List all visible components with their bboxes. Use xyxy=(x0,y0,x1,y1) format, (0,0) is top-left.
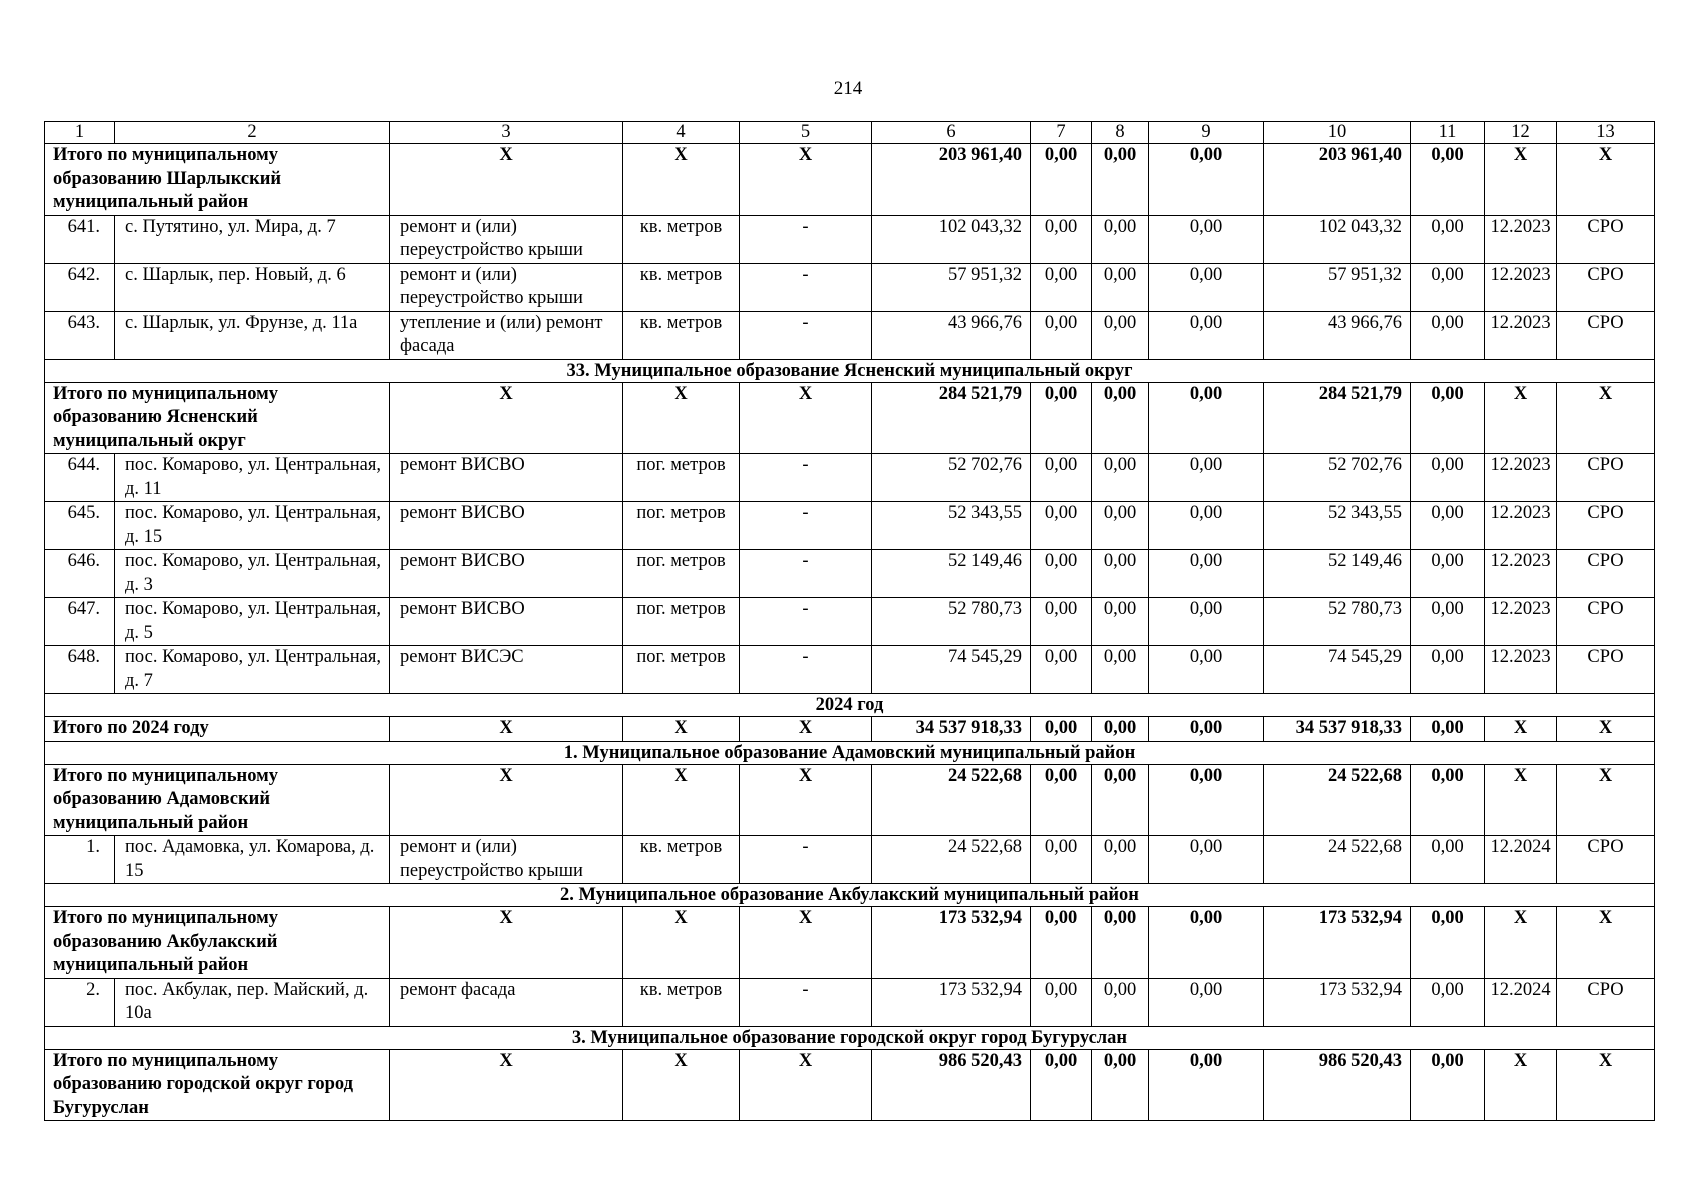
data-cell: 74 545,29 xyxy=(1264,646,1411,694)
address-cell: пос. Комарово, ул. Центральная, д. 15 xyxy=(115,502,390,550)
total-cell: 0,00 xyxy=(1031,144,1092,216)
total-cell: 284 521,79 xyxy=(1264,382,1411,454)
total-cell: X xyxy=(1557,907,1655,979)
total-cell: 0,00 xyxy=(1411,717,1485,742)
data-cell: 12.2023 xyxy=(1485,550,1557,598)
table-row xyxy=(45,454,1655,502)
total-cell: X xyxy=(1485,144,1557,216)
address-cell: пос. Адамовка, ул. Комарова, д. 15 xyxy=(115,836,390,884)
data-cell: 0,00 xyxy=(1411,598,1485,646)
address-cell: с. Шарлык, ул. Фрунзе, д. 11а xyxy=(115,311,390,359)
total-cell: 0,00 xyxy=(1092,764,1149,836)
unit-cell: пог. метров xyxy=(623,502,740,550)
data-cell: 0,00 xyxy=(1411,502,1485,550)
data-cell: СРО xyxy=(1557,978,1655,1026)
address-cell: с. Шарлык, пер. Новый, д. 6 xyxy=(115,263,390,311)
column-header: 9 xyxy=(1149,122,1264,144)
total-cell: X xyxy=(623,382,740,454)
row-number: 642. xyxy=(45,263,115,311)
total-row xyxy=(45,1049,1655,1121)
quantity-cell: - xyxy=(740,550,872,598)
column-header: 8 xyxy=(1092,122,1149,144)
data-cell: 0,00 xyxy=(1092,454,1149,502)
total-cell: 0,00 xyxy=(1031,717,1092,742)
data-cell: 12.2023 xyxy=(1485,454,1557,502)
total-cell: X xyxy=(1557,1049,1655,1121)
work-type-cell: ремонт ВИСВО xyxy=(390,502,623,550)
unit-cell: кв. метров xyxy=(623,215,740,263)
data-cell: 0,00 xyxy=(1031,978,1092,1026)
unit-cell: пог. метров xyxy=(623,454,740,502)
data-cell: 102 043,32 xyxy=(872,215,1031,263)
total-cell: X xyxy=(1485,1049,1557,1121)
total-cell: 0,00 xyxy=(1411,382,1485,454)
section-row xyxy=(45,359,1655,382)
data-cell: 0,00 xyxy=(1411,454,1485,502)
data-cell: 173 532,94 xyxy=(872,978,1031,1026)
total-cell: 0,00 xyxy=(1149,144,1264,216)
total-cell: X xyxy=(623,1049,740,1121)
unit-cell: пог. метров xyxy=(623,598,740,646)
data-cell: 0,00 xyxy=(1031,550,1092,598)
data-cell: 0,00 xyxy=(1149,311,1264,359)
row-number: 2. xyxy=(45,978,115,1026)
data-cell: 12.2023 xyxy=(1485,598,1557,646)
total-label: Итого по муниципальному образованию Акбулакский муниципальный район xyxy=(45,907,390,979)
total-cell: X xyxy=(740,907,872,979)
table-body xyxy=(45,122,1655,1121)
total-cell: 24 522,68 xyxy=(872,764,1031,836)
data-cell: 0,00 xyxy=(1092,215,1149,263)
total-cell: 203 961,40 xyxy=(872,144,1031,216)
data-cell: 12.2023 xyxy=(1485,502,1557,550)
column-header: 3 xyxy=(390,122,623,144)
data-cell: СРО xyxy=(1557,550,1655,598)
table-row xyxy=(45,598,1655,646)
data-cell: 0,00 xyxy=(1092,550,1149,598)
total-cell: X xyxy=(1557,144,1655,216)
total-cell: X xyxy=(1485,382,1557,454)
total-cell: 986 520,43 xyxy=(1264,1049,1411,1121)
section-title: 1. Муниципальное образование Адамовский муниципальный район xyxy=(45,741,1655,764)
quantity-cell: - xyxy=(740,836,872,884)
total-cell: 0,00 xyxy=(1092,907,1149,979)
data-cell: 12.2023 xyxy=(1485,311,1557,359)
quantity-cell: - xyxy=(740,598,872,646)
section-row xyxy=(45,694,1655,717)
data-cell: СРО xyxy=(1557,263,1655,311)
data-cell: 0,00 xyxy=(1031,646,1092,694)
quantity-cell: - xyxy=(740,646,872,694)
address-cell: пос. Комарово, ул. Центральная, д. 3 xyxy=(115,550,390,598)
data-cell: 0,00 xyxy=(1092,502,1149,550)
data-cell: 0,00 xyxy=(1092,311,1149,359)
total-cell: 986 520,43 xyxy=(872,1049,1031,1121)
total-cell: 173 532,94 xyxy=(1264,907,1411,979)
data-cell: 173 532,94 xyxy=(1264,978,1411,1026)
quantity-cell: - xyxy=(740,215,872,263)
data-cell: 0,00 xyxy=(1031,263,1092,311)
data-cell: 52 149,46 xyxy=(1264,550,1411,598)
data-cell: 0,00 xyxy=(1149,550,1264,598)
data-cell: 0,00 xyxy=(1092,646,1149,694)
data-cell: 0,00 xyxy=(1411,646,1485,694)
data-cell: 0,00 xyxy=(1092,836,1149,884)
column-header: 13 xyxy=(1557,122,1655,144)
data-cell: 0,00 xyxy=(1031,502,1092,550)
work-type-cell: ремонт ВИСВО xyxy=(390,550,623,598)
data-cell: 43 966,76 xyxy=(1264,311,1411,359)
data-cell: 0,00 xyxy=(1031,454,1092,502)
row-number: 641. xyxy=(45,215,115,263)
address-cell: пос. Комарово, ул. Центральная, д. 11 xyxy=(115,454,390,502)
row-number: 647. xyxy=(45,598,115,646)
total-cell: 0,00 xyxy=(1092,717,1149,742)
total-cell: 0,00 xyxy=(1149,382,1264,454)
total-cell: X xyxy=(390,382,623,454)
data-cell: 52 780,73 xyxy=(1264,598,1411,646)
column-header: 4 xyxy=(623,122,740,144)
total-cell: X xyxy=(390,717,623,742)
section-title: 33. Муниципальное образование Ясненский муниципальный округ xyxy=(45,359,1655,382)
column-header-row xyxy=(45,122,1655,144)
total-cell: 0,00 xyxy=(1092,382,1149,454)
data-cell: 0,00 xyxy=(1149,978,1264,1026)
address-cell: пос. Комарово, ул. Центральная, д. 7 xyxy=(115,646,390,694)
data-cell: СРО xyxy=(1557,454,1655,502)
table-row xyxy=(45,263,1655,311)
data-cell: СРО xyxy=(1557,646,1655,694)
total-row xyxy=(45,382,1655,454)
data-cell: 24 522,68 xyxy=(872,836,1031,884)
total-cell: X xyxy=(740,144,872,216)
column-header: 11 xyxy=(1411,122,1485,144)
data-cell: 52 702,76 xyxy=(872,454,1031,502)
column-header: 7 xyxy=(1031,122,1092,144)
total-cell: X xyxy=(390,907,623,979)
total-cell: X xyxy=(623,907,740,979)
section-row xyxy=(45,741,1655,764)
section-row xyxy=(45,1026,1655,1049)
work-type-cell: ремонт и (или) переустройство крыши xyxy=(390,215,623,263)
total-label: Итого по муниципальному образованию Шарлыкский муниципальный район xyxy=(45,144,390,216)
row-number: 643. xyxy=(45,311,115,359)
row-number: 646. xyxy=(45,550,115,598)
data-cell: 0,00 xyxy=(1411,550,1485,598)
section-title: 2. Муниципальное образование Акбулакский муниципальный район xyxy=(45,884,1655,907)
total-cell: 173 532,94 xyxy=(872,907,1031,979)
unit-cell: пог. метров xyxy=(623,550,740,598)
total-cell: X xyxy=(390,764,623,836)
data-cell: 0,00 xyxy=(1031,311,1092,359)
total-cell: X xyxy=(623,764,740,836)
data-cell: 102 043,32 xyxy=(1264,215,1411,263)
data-cell: 24 522,68 xyxy=(1264,836,1411,884)
section-row xyxy=(45,884,1655,907)
total-cell: X xyxy=(1485,764,1557,836)
total-cell: X xyxy=(740,1049,872,1121)
total-cell: 0,00 xyxy=(1031,907,1092,979)
data-cell: 0,00 xyxy=(1149,215,1264,263)
quantity-cell: - xyxy=(740,311,872,359)
data-cell: 52 702,76 xyxy=(1264,454,1411,502)
unit-cell: пог. метров xyxy=(623,646,740,694)
total-cell: 34 537 918,33 xyxy=(872,717,1031,742)
total-cell: 0,00 xyxy=(1411,1049,1485,1121)
row-number: 644. xyxy=(45,454,115,502)
work-type-cell: ремонт ВИСВО xyxy=(390,454,623,502)
total-cell: X xyxy=(390,1049,623,1121)
quantity-cell: - xyxy=(740,263,872,311)
data-cell: 52 343,55 xyxy=(1264,502,1411,550)
work-type-cell: ремонт ВИСВО xyxy=(390,598,623,646)
total-cell: 34 537 918,33 xyxy=(1264,717,1411,742)
data-cell: 0,00 xyxy=(1411,836,1485,884)
total-cell: X xyxy=(740,764,872,836)
total-cell: X xyxy=(1557,764,1655,836)
total-label: Итого по муниципальному образованию Ясненский муниципальный округ xyxy=(45,382,390,454)
total-cell: 0,00 xyxy=(1092,1049,1149,1121)
section-title: 3. Муниципальное образование городской округ город Бугуруслан xyxy=(45,1026,1655,1049)
data-cell: 12.2024 xyxy=(1485,978,1557,1026)
data-cell: 0,00 xyxy=(1411,263,1485,311)
work-type-cell: ремонт и (или) переустройство крыши xyxy=(390,263,623,311)
unit-cell: кв. метров xyxy=(623,311,740,359)
data-cell: 57 951,32 xyxy=(872,263,1031,311)
total-cell: X xyxy=(1485,907,1557,979)
data-cell: СРО xyxy=(1557,502,1655,550)
column-header: 1 xyxy=(45,122,115,144)
data-cell: 0,00 xyxy=(1149,598,1264,646)
data-cell: СРО xyxy=(1557,215,1655,263)
data-cell: 74 545,29 xyxy=(872,646,1031,694)
total-cell: 24 522,68 xyxy=(1264,764,1411,836)
data-cell: 0,00 xyxy=(1149,646,1264,694)
total-cell: X xyxy=(740,382,872,454)
work-type-cell: ремонт ВИСЭС xyxy=(390,646,623,694)
quantity-cell: - xyxy=(740,454,872,502)
address-cell: с. Путятино, ул. Мира, д. 7 xyxy=(115,215,390,263)
data-cell: 12.2023 xyxy=(1485,263,1557,311)
total-cell: 0,00 xyxy=(1149,1049,1264,1121)
quantity-cell: - xyxy=(740,502,872,550)
total-cell: 0,00 xyxy=(1149,717,1264,742)
data-cell: 12.2023 xyxy=(1485,646,1557,694)
total-label: Итого по муниципальному образованию городской округ город Бугуруслан xyxy=(45,1049,390,1121)
total-row xyxy=(45,717,1655,742)
data-cell: 0,00 xyxy=(1031,598,1092,646)
table-row xyxy=(45,836,1655,884)
table-row xyxy=(45,502,1655,550)
data-cell: 0,00 xyxy=(1411,215,1485,263)
total-cell: X xyxy=(740,717,872,742)
table-row xyxy=(45,550,1655,598)
total-cell: 203 961,40 xyxy=(1264,144,1411,216)
data-cell: 52 780,73 xyxy=(872,598,1031,646)
data-cell: СРО xyxy=(1557,311,1655,359)
data-cell: 0,00 xyxy=(1411,311,1485,359)
table-row xyxy=(45,646,1655,694)
row-number: 645. xyxy=(45,502,115,550)
data-cell: 12.2024 xyxy=(1485,836,1557,884)
total-cell: X xyxy=(623,717,740,742)
column-header: 10 xyxy=(1264,122,1411,144)
unit-cell: кв. метров xyxy=(623,836,740,884)
total-cell: X xyxy=(1557,382,1655,454)
table-row xyxy=(45,215,1655,263)
total-cell: 0,00 xyxy=(1031,382,1092,454)
total-cell: 0,00 xyxy=(1092,144,1149,216)
total-cell: 0,00 xyxy=(1031,764,1092,836)
data-cell: 0,00 xyxy=(1411,978,1485,1026)
section-title: 2024 год xyxy=(45,694,1655,717)
table-row xyxy=(45,311,1655,359)
total-cell: 284 521,79 xyxy=(872,382,1031,454)
column-header: 6 xyxy=(872,122,1031,144)
work-type-cell: ремонт фасада xyxy=(390,978,623,1026)
row-number: 648. xyxy=(45,646,115,694)
data-cell: 0,00 xyxy=(1149,263,1264,311)
total-cell: 0,00 xyxy=(1411,764,1485,836)
data-cell: 0,00 xyxy=(1092,598,1149,646)
total-cell: 0,00 xyxy=(1411,907,1485,979)
data-cell: 0,00 xyxy=(1031,215,1092,263)
total-cell: 0,00 xyxy=(1031,1049,1092,1121)
data-cell: СРО xyxy=(1557,836,1655,884)
quantity-cell: - xyxy=(740,978,872,1026)
data-cell: 0,00 xyxy=(1149,836,1264,884)
total-cell: 0,00 xyxy=(1411,144,1485,216)
data-cell: 12.2023 xyxy=(1485,215,1557,263)
data-cell: СРО xyxy=(1557,598,1655,646)
capital-repair-table xyxy=(44,121,1655,1121)
total-cell: X xyxy=(623,144,740,216)
row-number: 1. xyxy=(45,836,115,884)
data-cell: 0,00 xyxy=(1092,263,1149,311)
unit-cell: кв. метров xyxy=(623,263,740,311)
data-cell: 57 951,32 xyxy=(1264,263,1411,311)
data-cell: 0,00 xyxy=(1092,978,1149,1026)
total-row xyxy=(45,144,1655,216)
data-cell: 52 149,46 xyxy=(872,550,1031,598)
work-type-cell: утепление и (или) ремонт фасада xyxy=(390,311,623,359)
column-header: 5 xyxy=(740,122,872,144)
data-cell: 0,00 xyxy=(1149,454,1264,502)
data-cell: 0,00 xyxy=(1149,502,1264,550)
table-row xyxy=(45,978,1655,1026)
total-row xyxy=(45,764,1655,836)
column-header: 2 xyxy=(115,122,390,144)
total-label: Итого по 2024 году xyxy=(45,717,390,742)
column-header: 12 xyxy=(1485,122,1557,144)
work-type-cell: ремонт и (или) переустройство крыши xyxy=(390,836,623,884)
address-cell: пос. Комарово, ул. Центральная, д. 5 xyxy=(115,598,390,646)
data-cell: 0,00 xyxy=(1031,836,1092,884)
page-number: 214 xyxy=(833,78,863,99)
total-row xyxy=(45,907,1655,979)
total-cell: X xyxy=(1557,717,1655,742)
unit-cell: кв. метров xyxy=(623,978,740,1026)
address-cell: пос. Акбулак, пер. Майский, д. 10а xyxy=(115,978,390,1026)
total-label: Итого по муниципальному образованию Адамовский муниципальный район xyxy=(45,764,390,836)
total-cell: X xyxy=(390,144,623,216)
data-cell: 52 343,55 xyxy=(872,502,1031,550)
data-cell: 43 966,76 xyxy=(872,311,1031,359)
total-cell: 0,00 xyxy=(1149,764,1264,836)
total-cell: X xyxy=(1485,717,1557,742)
total-cell: 0,00 xyxy=(1149,907,1264,979)
